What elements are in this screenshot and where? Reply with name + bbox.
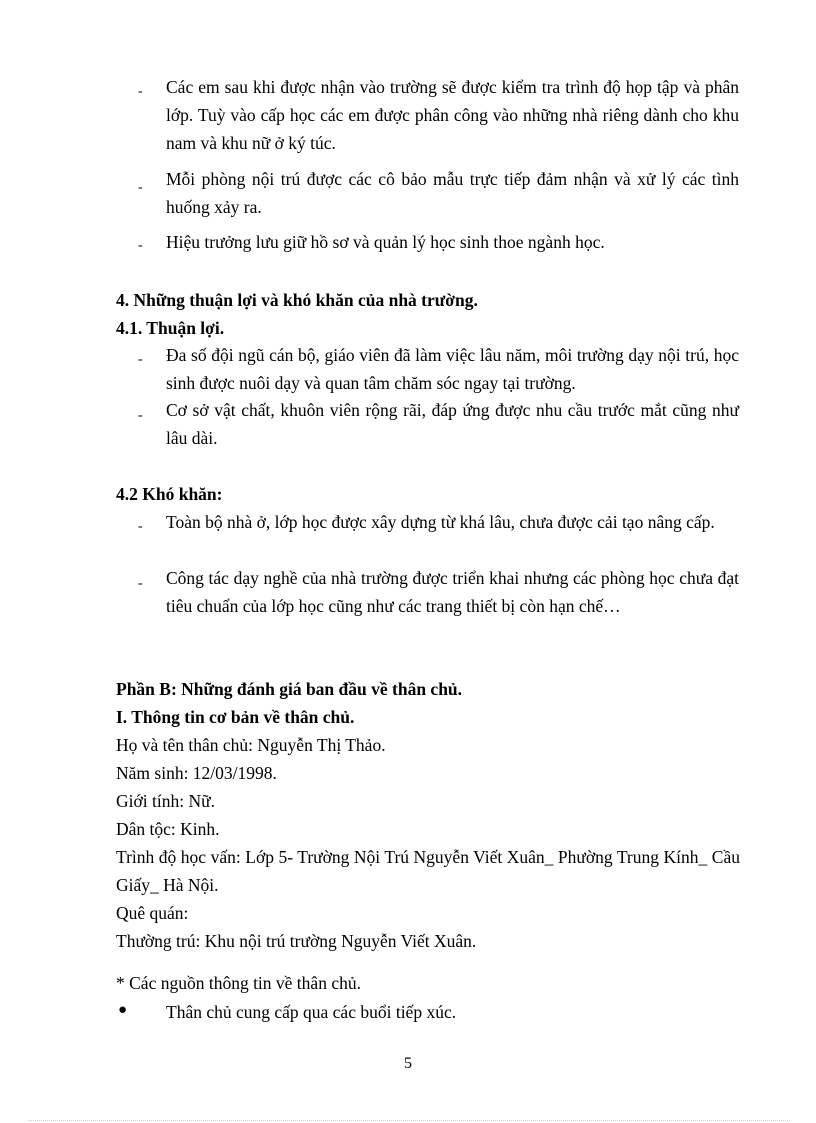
dash-marker — [138, 519, 158, 535]
sources-heading: * Các nguồn thông tin về thân chủ. — [116, 973, 361, 993]
page-number: 5 — [404, 1055, 412, 1072]
client-birth: Năm sinh: 12/03/1998. — [116, 763, 277, 783]
subsection-heading: 4.2 Khó khăn: — [116, 484, 223, 504]
list-item: Mỗi phòng nội trú được các cô bảo mẫu trực tiếp đảm nhận và xử lý các tình huống xảy ra. — [166, 169, 739, 217]
section-heading: 4. Những thuận lợi và khó khăn của nhà trường. — [116, 290, 478, 310]
part-heading: Phần B: Những đánh giá ban đầu về thân chủ. — [116, 679, 463, 699]
info-heading: I. Thông tin cơ bản về thân chủ. — [116, 707, 355, 727]
page-bottom-rule — [28, 1120, 790, 1121]
client-name: Họ và tên thân chủ: Nguyễn Thị Thảo. — [116, 735, 386, 755]
dash-marker — [138, 84, 158, 100]
dash-marker — [138, 408, 158, 424]
list-item: Thân chủ cung cấp qua các buổi tiếp xúc. — [166, 1002, 457, 1022]
list-item: Hiệu trưởng lưu giữ hồ sơ và quản lý học sinh thoe ngành học. — [166, 232, 605, 252]
client-gender: Giới tính: Nữ. — [116, 791, 215, 811]
bullet-icon: ● — [118, 1002, 128, 1018]
list-item: Cơ sở vật chất, khuôn viên rộng rãi, đáp ứng được nhu cầu trước mắt cũng như lâu dài. — [166, 400, 739, 448]
client-ethnicity: Dân tộc: Kinh. — [116, 819, 220, 839]
list-item: Toàn bộ nhà ở, lớp học được xây dựng từ khá lâu, chưa được cải tạo nâng cấp. — [166, 512, 715, 532]
client-hometown: Quê quán: — [116, 903, 189, 923]
dash-marker — [138, 238, 158, 254]
list-item: Công tác dạy nghề của nhà trường được triển khai nhưng các phòng học chưa đạt tiêu chuẩn của lớp học cũng như các trang thiết bị còn hạn chế… — [166, 568, 739, 616]
dash-marker — [138, 180, 158, 196]
subsection-heading: 4.1. Thuận lợi. — [116, 318, 225, 338]
dash-marker — [138, 352, 158, 368]
list-item: Đa số đội ngũ cán bộ, giáo viên đã làm việc lâu năm, môi trường dạy nội trú, học sinh được nuôi dạy và quan tâm chăm sóc ngay tại trường. — [166, 345, 739, 393]
client-education: Trình độ học vấn: Lớp 5- Trường Nội Trú Nguyễn Viết Xuân_ Phường Trung Kính_ Cầu Giấy_ Hà Nội. — [116, 847, 740, 895]
list-item: Các em sau khi được nhận vào trường sẽ được kiểm tra trình độ họp tập và phân lớp. Tuỳ vào cấp học các em được phân công vào những nhà riêng dành cho khu nam và khu nữ ở ký túc. — [166, 77, 739, 153]
client-residence: Thường trú: Khu nội trú trường Nguyễn Viết Xuân. — [116, 931, 477, 951]
dash-marker — [138, 576, 158, 592]
